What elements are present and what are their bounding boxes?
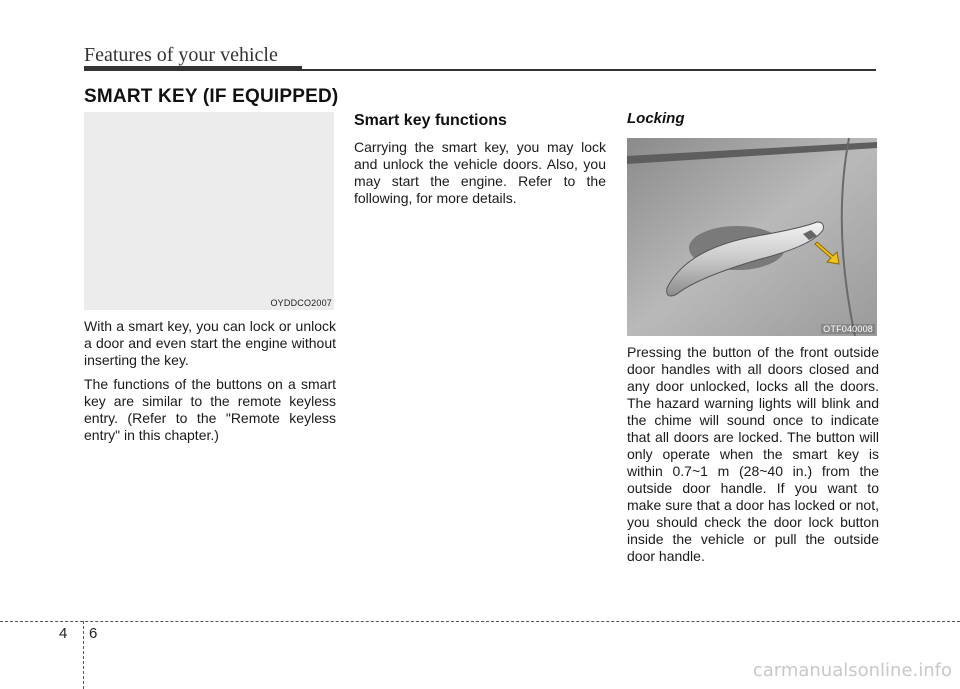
column-left	[84, 112, 336, 444]
chapter-number: 4	[59, 625, 68, 642]
image-code: OYDDCO2007	[270, 298, 332, 308]
section-title: SMART KEY (IF EQUIPPED)	[84, 86, 339, 107]
footer-divider	[83, 621, 84, 689]
page-header-title: Features of your vehicle	[84, 44, 278, 66]
column-middle	[354, 110, 606, 207]
door-handle-image	[627, 138, 877, 336]
paragraph: Pressing the button of the front outside door handles with all doors closed and any door unlocked, locks all the doors. The hazard warning lights will blink and the chime will sound once to indicate that all doors are locked. The button will only operate when the smart key is within 0.7~1 m (28~40 in.) from the outside door handle. If you want to make sure that a door has locked or not, you should check the door lock button inside the vehicle or pull the outside door handle.	[627, 344, 879, 564]
footer-rule	[0, 621, 960, 622]
paragraph: Carrying the smart key, you may lock and unlock the vehicle doors. Also, you may start the engine. Refer to the following, for more details.	[354, 139, 606, 206]
column-right	[627, 110, 879, 565]
header-rule-thin	[302, 69, 876, 71]
page-number: 6	[89, 625, 98, 642]
door-handle-illustration	[627, 138, 877, 336]
subsection-title-locking: Locking	[627, 110, 685, 127]
image-code: OTF040008	[823, 324, 873, 334]
subsection-title: Smart key functions	[354, 112, 507, 129]
paragraph: With a smart key, you can lock or unlock a door and even start the engine without inserting the key.	[84, 318, 336, 368]
header-rule-thick	[84, 66, 302, 71]
smart-key-image	[84, 112, 334, 310]
watermark: carmanualsonline.info	[752, 660, 952, 681]
paragraph: The functions of the buttons on a smart key are similar to the remote keyless entry. (Refer to the "Remote keyless entry" in this chapter.)	[84, 376, 336, 443]
